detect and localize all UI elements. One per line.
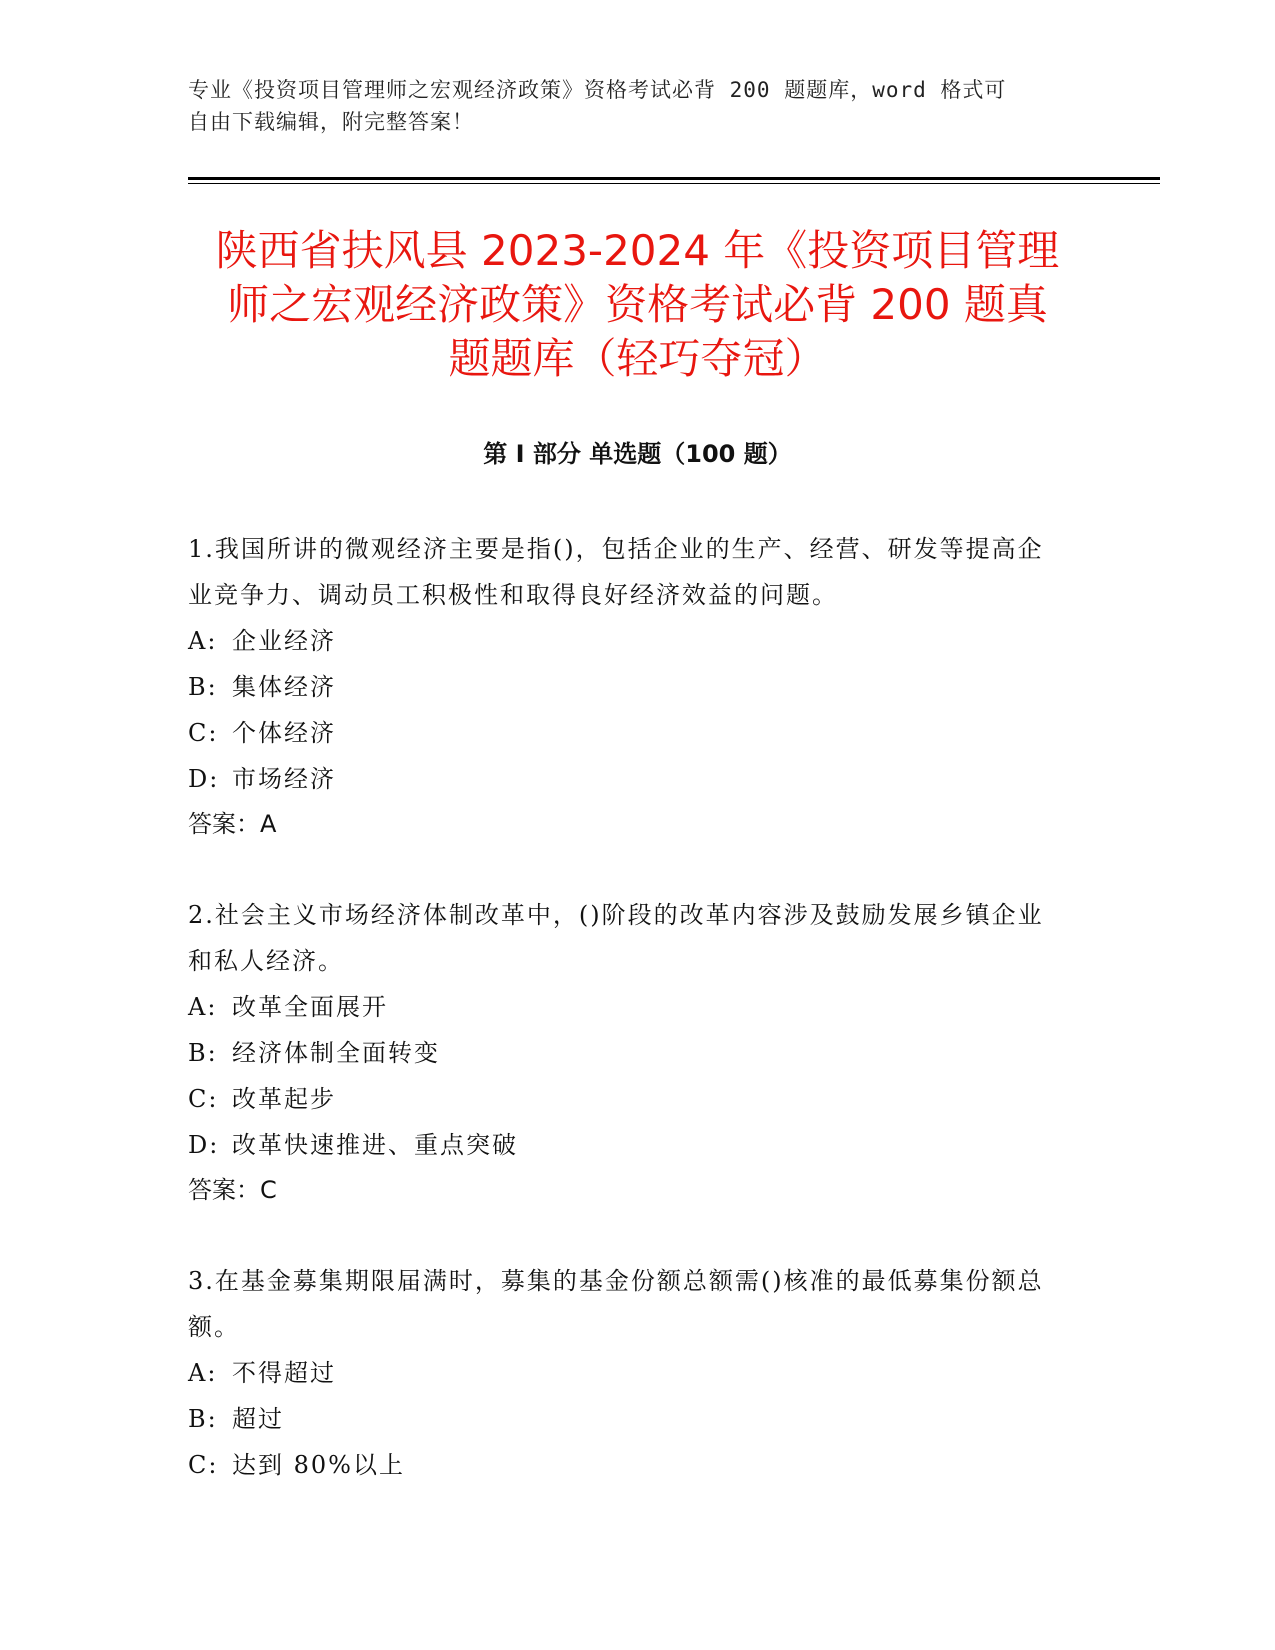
answer-option xyxy=(188,710,1068,756)
title-line: 陕西省扶风县 2023-2024 年《投资项目管理 xyxy=(215,226,1060,275)
answer-option xyxy=(188,1442,1068,1488)
option-text: 超过 xyxy=(232,1405,284,1433)
option-text: 个体经济 xyxy=(232,719,336,747)
title-line: 师之宏观经济政策》资格考试必背 200 题真 xyxy=(227,280,1048,329)
question-item xyxy=(188,1258,1068,1488)
option-key: D: xyxy=(188,765,220,793)
option-text: 市场经济 xyxy=(232,765,336,793)
option-key: C: xyxy=(188,719,219,747)
option-text: 企业经济 xyxy=(232,627,336,655)
header-divider xyxy=(188,177,1160,180)
question-stem: 1.我国所讲的微观经济主要是指()，包括企业的生产、经营、研发等提高企业竞争力、调动员工积极性和取得良好经济效益的问题。 xyxy=(188,535,1044,609)
option-key: C: xyxy=(188,1085,219,1113)
option-key: A: xyxy=(188,627,218,655)
question-stem: 3.在基金募集期限届满时，募集的基金份额总额需()核准的最低募集份额总额。 xyxy=(188,1267,1044,1341)
question-item xyxy=(188,892,1068,1212)
option-key: D: xyxy=(188,1131,220,1159)
answer-option xyxy=(188,1122,1068,1168)
option-text: 集体经济 xyxy=(232,673,336,701)
section-heading: 第 I 部分 单选题（100 题） xyxy=(483,440,792,468)
option-key: B: xyxy=(188,673,218,701)
header-note-line: 专业《投资项目管理师之宏观经济政策》资格考试必背 200 题题库，word 格式可 xyxy=(188,78,1007,102)
question-item xyxy=(188,526,1068,846)
option-text: 改革全面展开 xyxy=(232,993,388,1021)
answer-option xyxy=(188,1030,1068,1076)
answer-option xyxy=(188,756,1068,802)
document-title xyxy=(150,224,1125,386)
option-key: A: xyxy=(188,993,218,1021)
option-key: B: xyxy=(188,1405,218,1433)
title-line: 题题库（轻巧夺冠） xyxy=(448,334,827,383)
answer-option xyxy=(188,618,1068,664)
answer-key: 答案：A xyxy=(188,810,277,838)
question-list xyxy=(188,526,1068,1534)
answer-option xyxy=(188,1076,1068,1122)
option-text: 经济体制全面转变 xyxy=(232,1039,440,1067)
header-divider xyxy=(188,183,1160,184)
option-text: 改革快速推进、重点突破 xyxy=(232,1131,518,1159)
answer-option xyxy=(188,1350,1068,1396)
header-note-line: 自由下载编辑，附完整答案！ xyxy=(188,110,474,134)
option-key: A: xyxy=(188,1359,218,1387)
option-text: 达到 80%以上 xyxy=(232,1451,405,1479)
question-stem: 2.社会主义市场经济体制改革中，()阶段的改革内容涉及鼓励发展乡镇企业和私人经济。 xyxy=(188,901,1044,975)
option-text: 不得超过 xyxy=(232,1359,336,1387)
option-text: 改革起步 xyxy=(232,1085,336,1113)
answer-option xyxy=(188,1396,1068,1442)
answer-key: 答案：C xyxy=(188,1176,277,1204)
option-key: B: xyxy=(188,1039,218,1067)
option-key: C: xyxy=(188,1451,219,1479)
header-note xyxy=(188,74,1068,138)
answer-option xyxy=(188,664,1068,710)
answer-option xyxy=(188,984,1068,1030)
